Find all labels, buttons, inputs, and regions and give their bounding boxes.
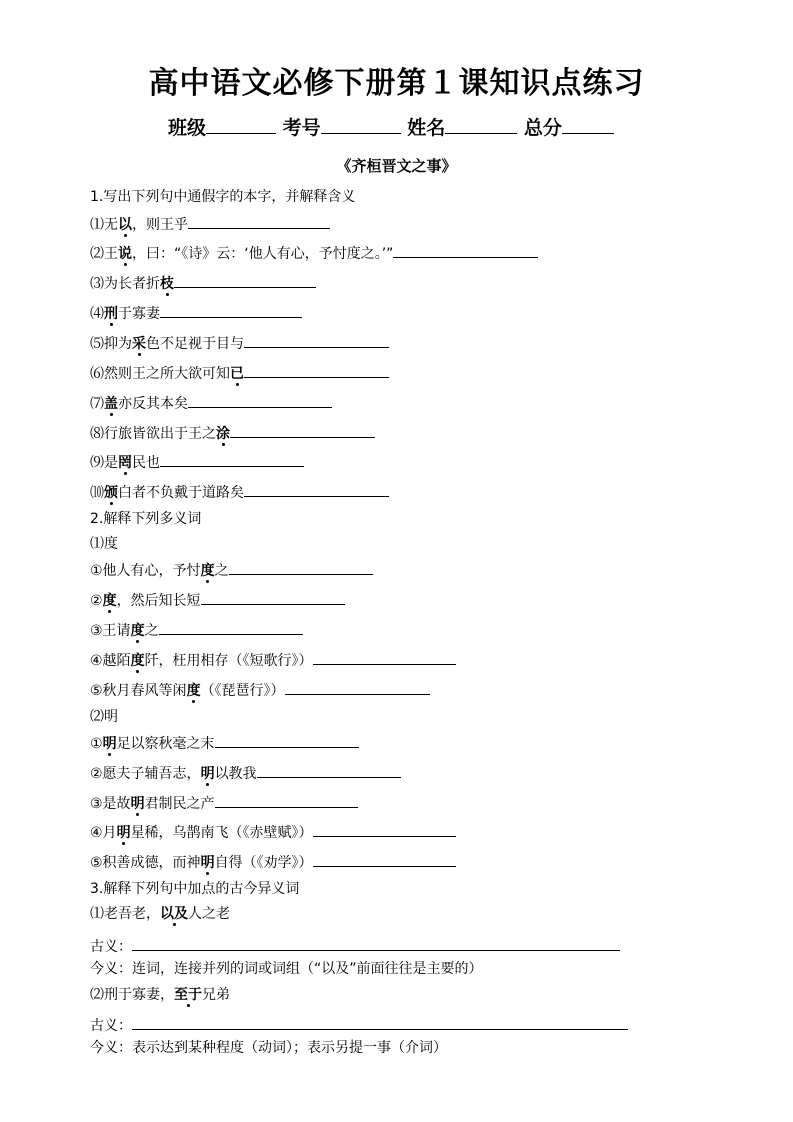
list-item: ⑵王说，曰：“《诗》云：‘他人有心，予忖度之。’” [90, 243, 538, 263]
list-item: ①他人有心，予忖度之 [90, 560, 373, 580]
list-item: ①明足以察秋毫之末 [90, 733, 359, 753]
section2-heading: 2.解释下列多义词 [90, 511, 202, 527]
score-blank[interactable] [562, 115, 614, 134]
dotted-word: 说 [118, 246, 132, 262]
answer-blank[interactable] [174, 273, 316, 288]
answer-blank[interactable] [313, 852, 456, 867]
answer-blank[interactable] [160, 452, 304, 467]
dotted-word: 刑 [104, 306, 118, 322]
list-item: ⑼是罔民也 [90, 452, 304, 472]
dotted-word: 盖 [104, 396, 118, 412]
answer-blank[interactable] [313, 822, 456, 837]
dotted-word: 至于 [174, 987, 202, 1003]
answer-blank[interactable] [244, 482, 389, 497]
dotted-word: 以及 [160, 906, 188, 922]
list-item: ⑺盖亦反其本矣 [90, 393, 332, 413]
answer-blank[interactable] [229, 560, 373, 575]
list-item: ⑴无以，则王乎 [90, 214, 330, 234]
answer-blank[interactable] [393, 243, 538, 258]
dotted-word: 度 [200, 563, 215, 579]
dotted-word: 已 [230, 366, 244, 382]
dotted-word: 罔 [118, 455, 132, 471]
dotted-word: 明 [102, 736, 117, 752]
list-item: ⑻行旅皆欲出于王之涂 [90, 423, 375, 443]
section3-heading: 3.解释下列句中加点的古今异义词 [90, 881, 300, 897]
list-item: ④越陌度阡，枉用相存（《短歌行》） [90, 650, 456, 670]
answer-blank[interactable] [230, 423, 375, 438]
list-item: ④月明星稀，乌鹊南飞（《赤壁赋》） [90, 822, 456, 842]
answer-blank[interactable] [215, 733, 359, 748]
dotted-word: 度 [186, 683, 201, 699]
list-item: ②愿夫子辅吾志，明以教我 [90, 763, 401, 783]
list-item: ⑹然则王之所大欲可知已 [90, 363, 389, 383]
list-item: ⑤秋月春风等闲度（《琵琶行》） [90, 680, 430, 700]
question-sentence: ⑴老吾老，以及人之老 [90, 906, 230, 922]
answer-blank[interactable] [132, 936, 620, 951]
answer-blank[interactable] [132, 1015, 628, 1030]
dotted-word: 明 [200, 766, 215, 782]
modern-meaning-text: 今义：表示达到某种程度（动词）；表示另提一事（介词） [90, 1040, 447, 1056]
answer-blank[interactable] [313, 650, 456, 665]
dotted-word: 度 [130, 623, 145, 639]
question-sentence: ⑵刑于寡妻，至于兄弟 [90, 987, 230, 1003]
lesson-subtitle: 《齐桓晋文之事》 [336, 157, 457, 175]
word-group-label: ⑵明 [90, 709, 118, 725]
student-info-row [168, 113, 614, 140]
answer-blank[interactable] [159, 620, 303, 635]
class-blank[interactable] [206, 115, 276, 134]
list-item: ⑶为长者折枝 [90, 273, 316, 293]
answer-blank[interactable] [188, 214, 330, 229]
answer-blank[interactable] [215, 793, 358, 808]
answer-blank[interactable] [244, 363, 389, 378]
list-item: ⑸抑为采色不足视于目与 [90, 333, 389, 353]
answer-blank[interactable] [201, 590, 345, 605]
answer-blank[interactable] [244, 333, 389, 348]
list-item: ⑽颁白者不负戴于道路矣 [90, 482, 389, 502]
list-item: ②度，然后知长短 [90, 590, 345, 610]
answer-blank[interactable] [160, 303, 302, 318]
list-item: ③王请度之 [90, 620, 303, 640]
answer-blank[interactable] [285, 680, 430, 695]
word-group-label: ⑴度 [90, 536, 118, 552]
score-label: 总分 [523, 117, 562, 139]
list-item: ⑷刑于寡妻 [90, 303, 302, 323]
dotted-word: 度 [102, 593, 117, 609]
number-blank[interactable] [321, 115, 401, 134]
list-item: ⑤积善成德，而神明自得（《劝学》） [90, 852, 456, 872]
dotted-word: 明 [200, 855, 215, 871]
dotted-word: 明 [130, 796, 145, 812]
dotted-word: 明 [116, 825, 131, 841]
section1-heading: 1.写出下列句中通假字的本字，并解释含义 [90, 189, 356, 205]
name-blank[interactable] [445, 115, 517, 134]
page-title: 高中语文必修下册第１课知识点练习 [148, 66, 645, 101]
name-label: 姓名 [407, 117, 446, 139]
class-label: 班级 [168, 117, 207, 139]
dotted-word: 颁 [104, 485, 118, 501]
answer-blank[interactable] [188, 393, 332, 408]
dotted-word: 以 [118, 217, 132, 233]
dotted-word: 采 [132, 336, 146, 352]
dotted-word: 枝 [160, 276, 174, 292]
dotted-word: 涂 [216, 426, 230, 442]
ancient-meaning-row [90, 936, 620, 956]
modern-meaning-text: 今义：连词，连接并列的词或词组（“以及”前面往往是主要的） [90, 961, 483, 977]
dotted-word: 度 [130, 653, 145, 669]
list-item: ③是故明君制民之产 [90, 793, 358, 813]
ancient-meaning-row [90, 1015, 628, 1035]
ancient-meaning-label: 古义： [90, 939, 132, 955]
answer-blank[interactable] [257, 763, 401, 778]
number-label: 考号 [282, 117, 321, 139]
ancient-meaning-label: 古义： [90, 1018, 132, 1034]
